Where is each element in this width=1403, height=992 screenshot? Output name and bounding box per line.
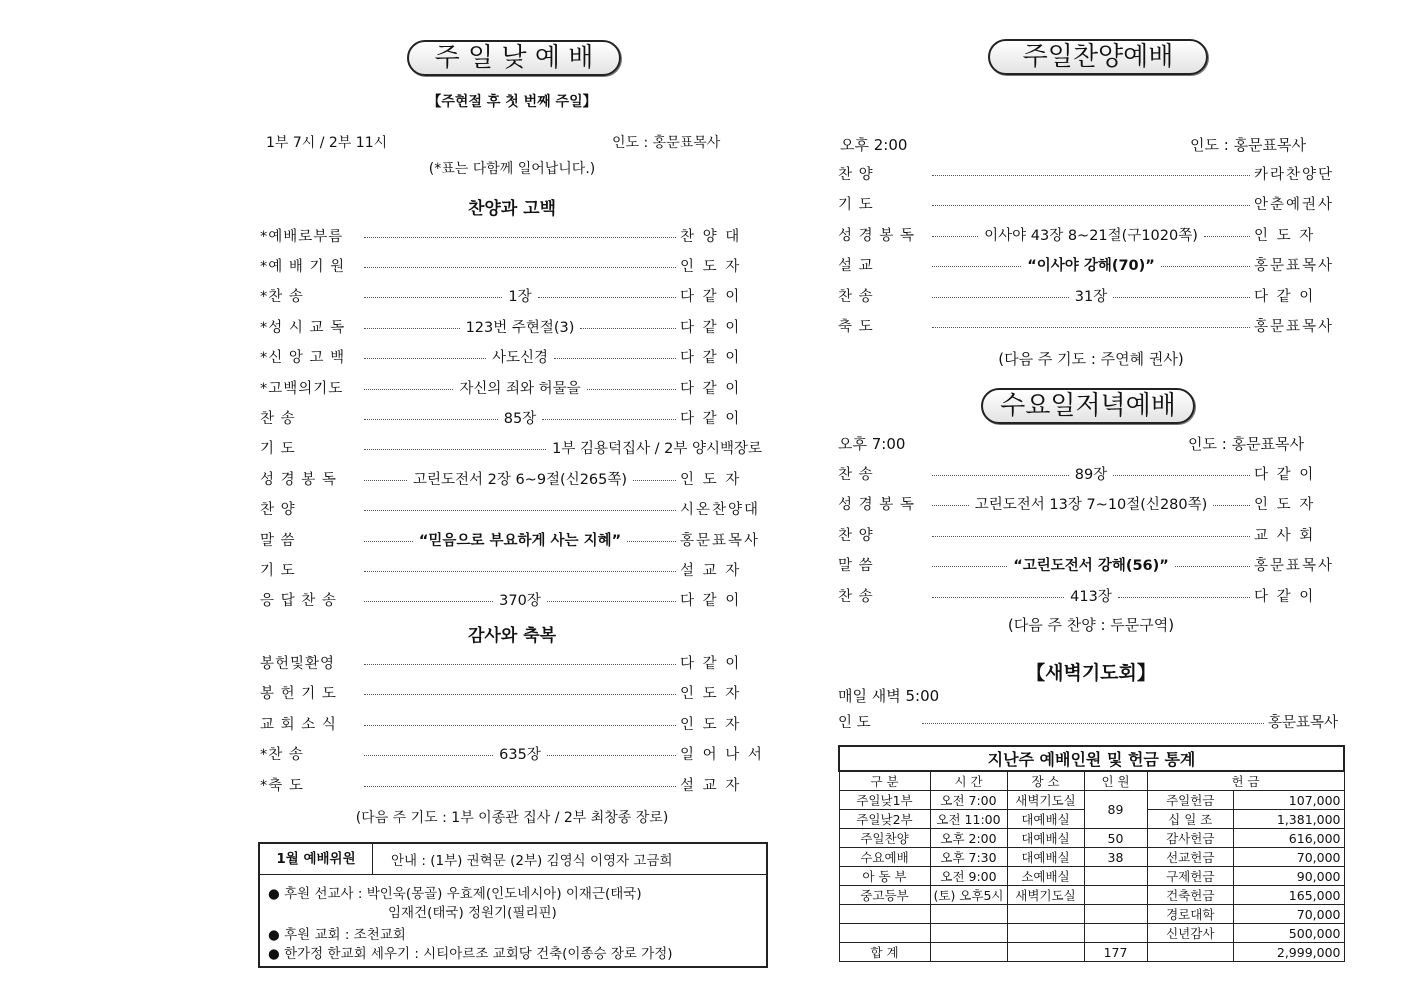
order-person: 다 같 이 bbox=[680, 289, 742, 306]
order-detail: 고린도전서 13장 7~10절(신280쪽) bbox=[974, 497, 1208, 514]
leader-dots bbox=[932, 297, 1069, 298]
order-row bbox=[260, 346, 764, 368]
leader-dots bbox=[542, 419, 676, 420]
stats-cell: 90,000 bbox=[1234, 867, 1344, 886]
order-label: 응 답 찬 송 bbox=[260, 593, 337, 610]
leader-dots bbox=[364, 571, 676, 572]
order-detail: “고린도전서 강해(56)” bbox=[1013, 558, 1169, 575]
stats-cell: 새벽기도실 bbox=[1007, 791, 1084, 810]
leader-dots bbox=[364, 725, 676, 726]
stats-cell bbox=[930, 943, 1007, 962]
order-label: 기 도 bbox=[260, 441, 296, 458]
order-detail: 사도신경 bbox=[491, 350, 549, 367]
left-section1: 찬양과 고백 bbox=[467, 199, 557, 219]
order-row bbox=[260, 773, 764, 795]
order-row bbox=[838, 554, 1338, 576]
order-row bbox=[260, 376, 764, 398]
stats-cell: 165,000 bbox=[1234, 886, 1344, 905]
stats-cell: 주일낮1부 bbox=[839, 791, 930, 810]
leader-dots bbox=[364, 755, 493, 756]
leader-dots bbox=[364, 389, 453, 390]
leader-dots bbox=[932, 327, 1250, 328]
leader-dots bbox=[364, 601, 493, 602]
order-label: 설 교 bbox=[838, 258, 874, 274]
order-row bbox=[260, 406, 764, 428]
order-row bbox=[838, 493, 1338, 515]
stats-cell: 소예배실 bbox=[1007, 867, 1084, 886]
order-person: 다 같 이 bbox=[680, 593, 742, 610]
order-row bbox=[260, 467, 764, 489]
leader-dots bbox=[932, 205, 1250, 206]
order-label: *찬 송 bbox=[260, 289, 304, 306]
stats-cell bbox=[1007, 943, 1084, 962]
stats-cell: 새벽기도실 bbox=[1007, 886, 1084, 905]
order-label: 찬 양 bbox=[260, 502, 296, 519]
leader-dots bbox=[1204, 236, 1250, 237]
stats-cell: 합 계 bbox=[839, 943, 930, 962]
right-title-3: 【새벽기도회】 bbox=[1026, 662, 1156, 684]
order-label: *축 도 bbox=[260, 777, 304, 794]
stats-cell: 70,000 bbox=[1234, 905, 1344, 924]
stats-cell: 70,000 bbox=[1234, 848, 1344, 867]
leader-dots bbox=[1113, 297, 1250, 298]
order-row bbox=[260, 437, 764, 459]
stats-row bbox=[839, 829, 1344, 848]
left-note: (*표는 다함께 일어납니다.) bbox=[428, 161, 596, 177]
stats-cell bbox=[1147, 943, 1234, 962]
order-label: 봉헌및환영 bbox=[260, 655, 336, 672]
stats-cell: 주일헌금 bbox=[1147, 791, 1234, 810]
box-line-3: ● 후원 교회 : 조천교회 bbox=[268, 927, 406, 943]
left-subtitle: 【주현절 후 첫 번째 주일】 bbox=[427, 94, 597, 110]
order-detail: 85장 bbox=[503, 410, 537, 427]
stats-cell: 경로대학 bbox=[1147, 905, 1234, 924]
stats-table bbox=[838, 745, 1345, 962]
order-person: 다 같 이 bbox=[680, 319, 742, 336]
order-label: 축 도 bbox=[838, 319, 874, 335]
order-person: 다 같 이 bbox=[680, 410, 742, 427]
leader-dots bbox=[1118, 597, 1250, 598]
order-row bbox=[838, 523, 1338, 545]
order-label: 기 도 bbox=[838, 197, 874, 213]
dawn-time: 매일 새벽 5:00 bbox=[838, 687, 940, 705]
right-next-1: (다음 주 기도 : 주연혜 권사) bbox=[998, 350, 1184, 368]
order-detail: “믿음으로 부요하게 사는 지혜” bbox=[418, 532, 622, 549]
order-row bbox=[260, 254, 764, 276]
right-title-1: 주일찬양예배 bbox=[988, 39, 1208, 75]
stats-row bbox=[839, 848, 1344, 867]
box-line-4: ● 한가정 한교회 세우기 : 시티아르조 교회당 건축(이종승 장로 가정) bbox=[268, 946, 673, 962]
order-label: 찬 송 bbox=[838, 466, 874, 483]
leader-dots bbox=[1213, 505, 1250, 506]
stats-total-row bbox=[839, 943, 1344, 962]
stats-row bbox=[839, 867, 1344, 886]
stats-cell: 신년감사 bbox=[1147, 924, 1234, 943]
committee-key: 1월 예배위원 bbox=[260, 844, 373, 874]
stats-cell: 오전 7:00 bbox=[930, 791, 1007, 810]
dawn-row bbox=[838, 710, 1338, 732]
order-row bbox=[838, 584, 1338, 606]
stats-cell bbox=[1084, 886, 1147, 905]
leader-dots bbox=[547, 755, 676, 756]
order-label: 찬 송 bbox=[260, 410, 296, 427]
stats-cell bbox=[839, 924, 930, 943]
leader-dots bbox=[1175, 566, 1250, 567]
order-person: 설 교 자 bbox=[680, 562, 742, 579]
stats-cell: 107,000 bbox=[1234, 791, 1344, 810]
stats-cell: 대예배실 bbox=[1007, 848, 1084, 867]
stats-cell: 구제헌금 bbox=[1147, 867, 1234, 886]
stats-row bbox=[839, 924, 1344, 943]
stats-cell bbox=[1007, 905, 1084, 924]
right-time-1: 오후 2:00 bbox=[840, 136, 908, 154]
order-row bbox=[260, 498, 764, 520]
order-person: 인 도 자 bbox=[680, 686, 742, 703]
order-label: 찬 양 bbox=[838, 166, 874, 183]
order-row bbox=[260, 528, 764, 550]
right-leader-1: 인도 : 홍문표목사 bbox=[1190, 136, 1307, 154]
order-label: *신 앙 고 백 bbox=[260, 350, 346, 367]
order-row bbox=[838, 223, 1338, 245]
leader-dots bbox=[364, 237, 676, 238]
order-person: 다 같 이 bbox=[680, 380, 742, 397]
leader-dots bbox=[364, 694, 676, 695]
order-person: 교 사 회 bbox=[1254, 527, 1316, 544]
order-row bbox=[838, 284, 1338, 306]
leader-dots bbox=[364, 449, 546, 450]
stats-cell: 오후 7:30 bbox=[930, 848, 1007, 867]
order-row bbox=[260, 224, 764, 246]
order-detail: 이사야 43장 8~21절(구1020쪽) bbox=[984, 227, 1198, 244]
stats-body bbox=[839, 791, 1344, 962]
box-line-2: 임재건(태국) 정원기(필리핀) bbox=[388, 905, 557, 921]
order-label: 찬 송 bbox=[838, 588, 874, 605]
right-time-2: 오후 7:00 bbox=[838, 435, 906, 453]
leader-dots bbox=[587, 389, 676, 390]
order-label: 봉 헌 기 도 bbox=[260, 686, 337, 703]
stats-row bbox=[839, 791, 1344, 810]
leader-dots bbox=[364, 267, 676, 268]
leader-dots bbox=[1113, 475, 1250, 476]
order-detail: 고린도전서 2장 6~9절(신265쪽) bbox=[412, 471, 628, 488]
order-detail: 635장 bbox=[499, 747, 541, 764]
order-row bbox=[260, 315, 764, 337]
order-person: 홍문표목사 bbox=[680, 532, 761, 549]
order-person: 홍문표목사 bbox=[1254, 258, 1335, 274]
stats-cell bbox=[1084, 905, 1147, 924]
stats-cell: 주일낮2부 bbox=[839, 810, 930, 829]
leader-dots bbox=[633, 480, 676, 481]
leader-dots bbox=[364, 419, 498, 420]
right-next-2: (다음 주 찬양 : 두문구역) bbox=[1007, 616, 1175, 634]
leader-dots bbox=[627, 541, 676, 542]
stats-cell: 중고등부 bbox=[839, 886, 930, 905]
order-row bbox=[260, 589, 764, 611]
order-detail: “이사야 강해(70)” bbox=[1027, 258, 1155, 274]
leader-dots bbox=[932, 597, 1064, 598]
leader-dots bbox=[364, 786, 676, 787]
stats-cell: 오전 9:00 bbox=[930, 867, 1007, 886]
stats-cell: 십 일 조 bbox=[1147, 810, 1234, 829]
order-row bbox=[838, 254, 1338, 276]
dawn-label: 인 도 bbox=[838, 714, 871, 731]
order-label: *예 배 기 원 bbox=[260, 258, 346, 275]
order-row bbox=[260, 682, 764, 704]
stats-header: 헌 금 bbox=[1147, 771, 1344, 791]
leader-dots bbox=[932, 475, 1069, 476]
order-person: 홍문표목사 bbox=[1254, 319, 1335, 335]
leader-dots bbox=[932, 566, 1007, 567]
order-person: 다 같 이 bbox=[680, 350, 742, 367]
order-row bbox=[260, 712, 764, 734]
stats-cell bbox=[1084, 867, 1147, 886]
stats-cell: 오전 11:00 bbox=[930, 810, 1007, 829]
dawn-right: 홍문표목사 bbox=[1267, 714, 1338, 731]
left-title: 주 일 낮 예 배 bbox=[407, 40, 621, 76]
stats-cell: 수요예배 bbox=[839, 848, 930, 867]
stats-cell: 아 동 부 bbox=[839, 867, 930, 886]
order-label: *예배로부름 bbox=[260, 228, 344, 245]
stats-cell: 선교헌금 bbox=[1147, 848, 1234, 867]
order-row bbox=[260, 285, 764, 307]
order-label: *고백의기도 bbox=[260, 380, 344, 397]
stats-cell: 1,381,000 bbox=[1234, 810, 1344, 829]
order-label: 성 경 봉 독 bbox=[838, 497, 915, 514]
stats-cell: 대예배실 bbox=[1007, 810, 1084, 829]
stats-cell: 616,000 bbox=[1234, 829, 1344, 848]
stats-cell: 주일찬양 bbox=[839, 829, 930, 848]
stats-title: 지난주 예배인원 및 헌금 통계 bbox=[839, 746, 1344, 771]
stats-cell bbox=[839, 905, 930, 924]
stats-header: 장 소 bbox=[1007, 771, 1084, 791]
order-row bbox=[838, 162, 1338, 184]
leader-dots bbox=[364, 297, 502, 298]
order-person: 다 같 이 bbox=[680, 655, 742, 672]
stats-header: 시 간 bbox=[930, 771, 1007, 791]
order-row bbox=[838, 193, 1338, 215]
order-detail: 자신의 죄와 허물을 bbox=[459, 380, 581, 397]
order-person: 인 도 자 bbox=[680, 471, 742, 488]
order-detail: 413장 bbox=[1070, 588, 1112, 605]
stats-cell bbox=[1084, 924, 1147, 943]
stats-cell: 건축헌금 bbox=[1147, 886, 1234, 905]
order-person: 시온찬양대 bbox=[680, 502, 761, 519]
order-person: 안춘예권사 bbox=[1254, 197, 1335, 213]
stats-cell: 38 bbox=[1084, 848, 1147, 867]
order-label: 말 씀 bbox=[260, 532, 296, 549]
stats-cell: 50 bbox=[1084, 829, 1147, 848]
leader-dots bbox=[364, 664, 676, 665]
stats-cell: 177 bbox=[1084, 943, 1147, 962]
order-label: 성 경 봉 독 bbox=[838, 227, 915, 244]
order-person: 찬 양 대 bbox=[680, 228, 742, 245]
leader-dots bbox=[538, 297, 676, 298]
order-label: 찬 송 bbox=[838, 288, 874, 305]
dawn-dots bbox=[922, 723, 1264, 724]
order-person: 설 교 자 bbox=[680, 777, 742, 794]
order-person: 인 도 자 bbox=[680, 258, 742, 275]
committee-box bbox=[258, 842, 768, 968]
leader-dots bbox=[932, 266, 1021, 267]
stats-cell: 2,999,000 bbox=[1234, 943, 1344, 962]
leader-dots bbox=[932, 505, 969, 506]
stats-cell: 89 bbox=[1084, 791, 1147, 829]
order-row bbox=[838, 315, 1338, 337]
order-label: *성 시 교 독 bbox=[260, 319, 346, 336]
leader-dots bbox=[364, 510, 676, 511]
order-label: 찬 양 bbox=[838, 527, 874, 544]
stats-header: 구 분 bbox=[839, 771, 930, 791]
stats-cell bbox=[1007, 924, 1084, 943]
stats-cell: 대예배실 bbox=[1007, 829, 1084, 848]
stats-cell: (토) 오후5시 bbox=[930, 886, 1007, 905]
stats-cell: 오후 2:00 bbox=[930, 829, 1007, 848]
right-title-2: 수요일저녁예배 bbox=[981, 388, 1195, 424]
leader-dots bbox=[932, 236, 978, 237]
leader-dots bbox=[1161, 266, 1250, 267]
order-person: 일 어 나 서 bbox=[680, 747, 764, 764]
order-row bbox=[260, 651, 764, 673]
order-label: 기 도 bbox=[260, 562, 296, 579]
leader-dots bbox=[547, 601, 676, 602]
left-leader: 인도 : 홍문표목사 bbox=[612, 135, 721, 151]
leader-dots bbox=[554, 358, 676, 359]
leader-dots bbox=[364, 541, 413, 542]
order-person: 홍문표목사 bbox=[1254, 558, 1335, 575]
order-detail: 1부 김용덕집사 / 2부 양시백장로 bbox=[552, 441, 762, 458]
order-label: 말 씀 bbox=[838, 558, 874, 575]
stats-header: 인 원 bbox=[1084, 771, 1147, 791]
leader-dots bbox=[932, 175, 1250, 176]
leader-dots bbox=[364, 480, 407, 481]
order-person: 인 도 자 bbox=[1254, 227, 1316, 244]
order-row bbox=[260, 558, 764, 580]
box-line-1: ● 후원 선교사 : 박인욱(몽골) 우효제(인도네시아) 이재근(태국) bbox=[268, 886, 642, 902]
stats-row bbox=[839, 886, 1344, 905]
order-person: 다 같 이 bbox=[1254, 288, 1316, 305]
right-leader-2: 인도 : 홍문표목사 bbox=[1188, 435, 1305, 453]
left-time: 1부 7시 / 2부 11시 bbox=[266, 135, 388, 151]
stats-cell bbox=[930, 905, 1007, 924]
left-next-prayer: (다음 주 기도 : 1부 이종관 집사 / 2부 최창종 장로) bbox=[355, 810, 669, 826]
committee-value: 안내 : (1부) 권혁문 (2부) 김영식 이영자 고금희 bbox=[391, 853, 673, 869]
order-row bbox=[838, 462, 1338, 484]
stats-row bbox=[839, 905, 1344, 924]
order-person: 인 도 자 bbox=[680, 716, 742, 733]
order-detail: 89장 bbox=[1074, 466, 1108, 483]
stats-cell bbox=[930, 924, 1007, 943]
order-label: *찬 송 bbox=[260, 747, 304, 764]
order-person: 다 같 이 bbox=[1254, 466, 1316, 483]
leader-dots bbox=[364, 328, 460, 329]
order-person: 카라찬양단 bbox=[1254, 166, 1335, 183]
order-detail: 1장 bbox=[508, 289, 532, 306]
leader-dots bbox=[580, 328, 676, 329]
left-section2: 감사와 축복 bbox=[467, 626, 557, 646]
order-person: 다 같 이 bbox=[1254, 588, 1316, 605]
order-detail: 370장 bbox=[499, 593, 541, 610]
leader-dots bbox=[932, 536, 1250, 537]
order-person: 인 도 자 bbox=[1254, 497, 1316, 514]
order-label: 교 회 소 식 bbox=[260, 716, 337, 733]
stats-cell: 500,000 bbox=[1234, 924, 1344, 943]
stats-cell: 감사헌금 bbox=[1147, 829, 1234, 848]
order-label: 성 경 봉 독 bbox=[260, 471, 337, 488]
order-detail: 31장 bbox=[1074, 288, 1108, 305]
leader-dots bbox=[364, 358, 486, 359]
order-detail: 123번 주현절(3) bbox=[465, 319, 575, 336]
order-row bbox=[260, 743, 764, 765]
